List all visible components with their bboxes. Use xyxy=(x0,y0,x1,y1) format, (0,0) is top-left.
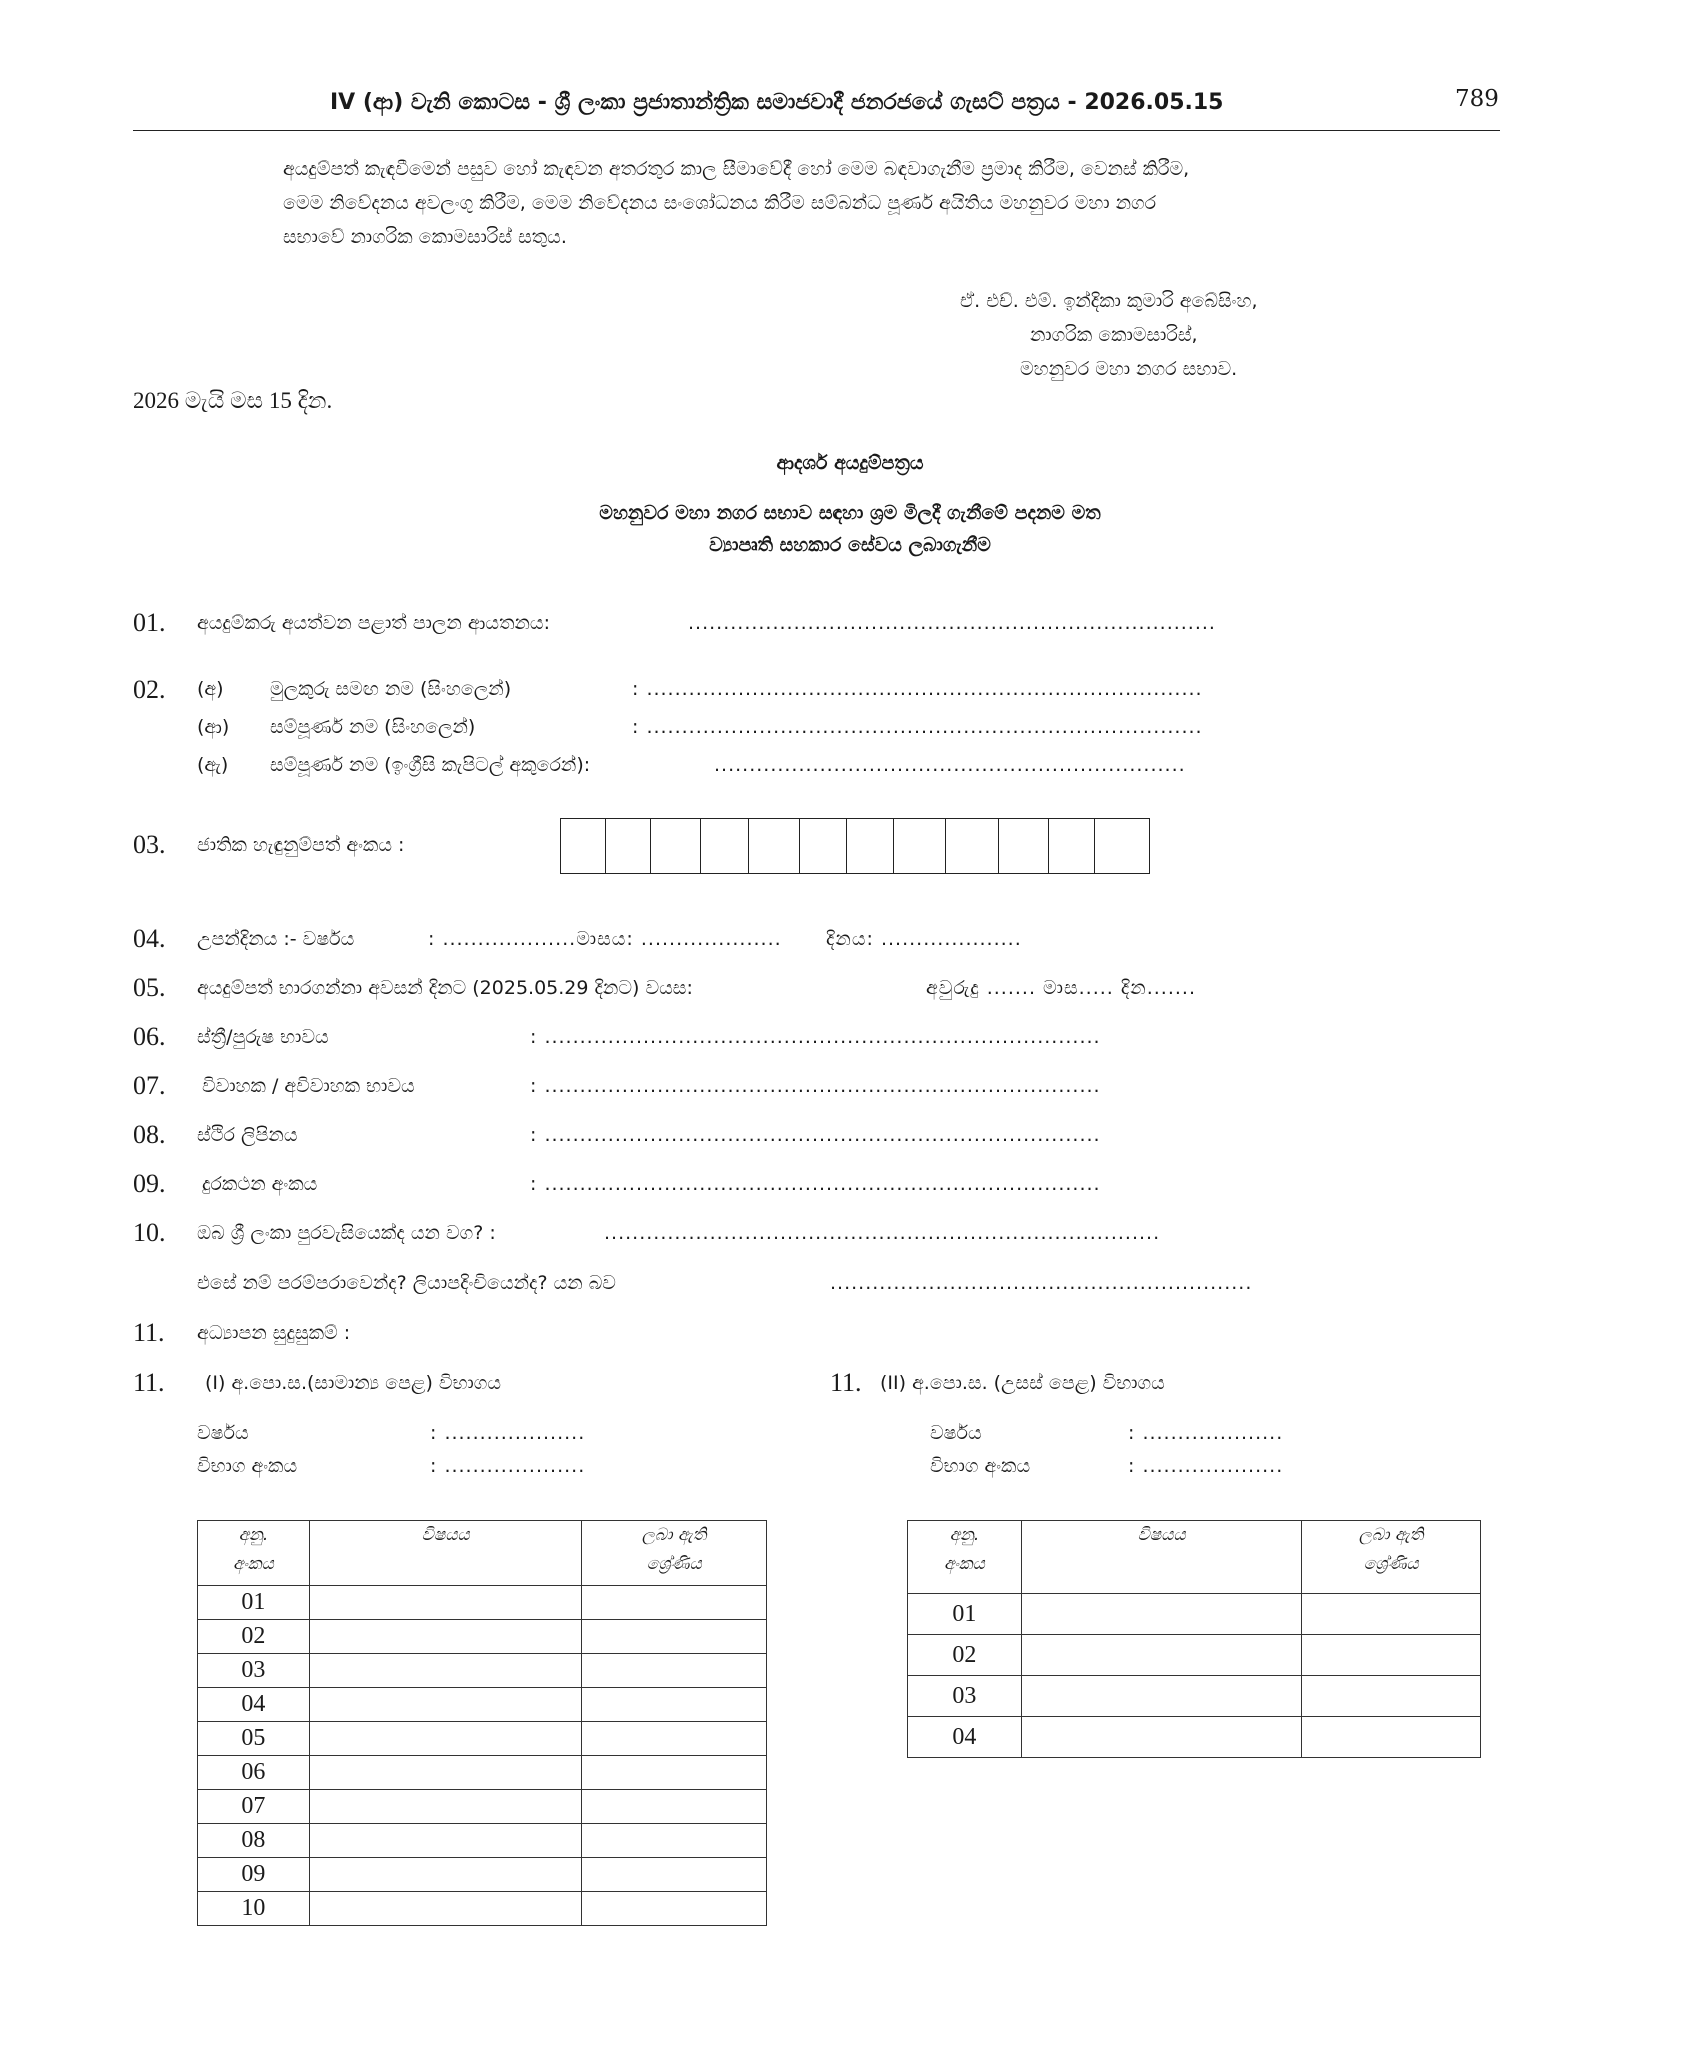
table-row xyxy=(198,1790,767,1824)
subject-cell[interactable] xyxy=(309,1586,581,1620)
row-serial: 04 xyxy=(908,1717,1022,1758)
item-02ae-field[interactable]: ................................................................... xyxy=(714,754,1186,776)
item-02aa-mark: (ආ) xyxy=(197,716,230,738)
al-number: 11. xyxy=(830,1368,862,1397)
header-divider xyxy=(133,130,1500,131)
ol-index-label: විභාග අංකය xyxy=(197,1455,298,1477)
table-row xyxy=(908,1594,1481,1635)
item-10-sub-field[interactable]: ............................................................ xyxy=(830,1272,1253,1294)
item-09-number: 09. xyxy=(133,1169,166,1198)
form-heading: ආදර්ශ අයදුම්පත්‍රය xyxy=(776,452,924,474)
al-index-field[interactable]: : .................... xyxy=(1128,1455,1284,1477)
grade-cell[interactable] xyxy=(582,1790,767,1824)
intro-line-3: සභාවේ නාගරික කොමසාරිස් සතුය. xyxy=(283,226,567,248)
nic-digit-box[interactable] xyxy=(847,819,894,873)
al-year-field[interactable]: : .................... xyxy=(1128,1422,1284,1444)
item-06-field[interactable]: : ............................................................................... xyxy=(530,1026,1101,1048)
subject-cell[interactable] xyxy=(309,1756,581,1790)
intro-line-1: අයදුම්පත් කැඳවීමෙන් පසුව හෝ කැඳවන අතරතුර කාල සීමාවේදී හෝ මෙම බඳවාගැනීම ප්‍රමාද කිරීම, වෙනස් කිරීම, xyxy=(283,158,1190,180)
ol-results-table xyxy=(197,1520,767,1926)
ol-number: 11. xyxy=(133,1368,165,1397)
table-row xyxy=(198,1620,767,1654)
table-row xyxy=(908,1635,1481,1676)
row-serial: 03 xyxy=(198,1654,310,1688)
ol-index-field[interactable]: : .................... xyxy=(430,1455,586,1477)
item-07-number: 07. xyxy=(133,1071,166,1100)
nic-digit-box[interactable] xyxy=(1049,819,1095,873)
item-02ae-mark: (ඇ) xyxy=(197,754,229,776)
al-title: (II) අ.පො.ස. (උසස් පෙළ) විභාගය xyxy=(880,1372,1165,1394)
item-01-number: 01. xyxy=(133,608,166,637)
item-03-number: 03. xyxy=(133,830,166,859)
signatory-name: ඒ. එච්. එම්. ඉන්දිකා කුමාරි අබේසිංහ, xyxy=(960,290,1258,312)
subject-cell[interactable] xyxy=(1021,1676,1301,1717)
item-10-label: ඔබ ශ්‍රී ලංකා පුරවැසියෙක්ද යන වග? : xyxy=(197,1222,496,1244)
subject-cell[interactable] xyxy=(309,1722,581,1756)
nic-digit-box[interactable] xyxy=(894,819,946,873)
subject-cell[interactable] xyxy=(309,1824,581,1858)
signatory-office: මහනුවර මහා නගර සභාව. xyxy=(1020,358,1238,380)
item-07-field[interactable]: : ............................................................................... xyxy=(530,1075,1101,1097)
subject-cell[interactable] xyxy=(309,1858,581,1892)
item-02a-field[interactable]: : ............................................................................... xyxy=(632,678,1203,700)
item-06-label: ස්ත්‍රී/පුරුෂ භාවය xyxy=(197,1026,329,1048)
nic-digit-box[interactable] xyxy=(1095,819,1150,873)
subject-cell[interactable] xyxy=(1021,1717,1301,1758)
intro-line-2: මෙම නිවේදනය අවලංගු කිරීම, මෙම නිවේදනය සංශෝධනය කිරීම සම්බන්ධ පූර්ණ අයිතිය මහනුවර මහා නගර xyxy=(283,192,1157,214)
item-02-number: 02. xyxy=(133,675,166,704)
table-row xyxy=(198,1722,767,1756)
item-01-label: අයදුම්කරු අයත්වන පළාත් පාලන ආයතනය: xyxy=(197,612,550,634)
ol-year-field[interactable]: : .................... xyxy=(430,1422,586,1444)
nic-digit-box[interactable] xyxy=(946,819,999,873)
grade-cell[interactable] xyxy=(1302,1635,1481,1676)
grade-cell[interactable] xyxy=(582,1756,767,1790)
row-serial: 10 xyxy=(198,1892,310,1926)
row-serial: 06 xyxy=(198,1756,310,1790)
subject-cell[interactable] xyxy=(1021,1594,1301,1635)
table-header-grade: ලබා ඇති ශ්‍රේණිය xyxy=(582,1521,767,1586)
grade-cell[interactable] xyxy=(582,1620,767,1654)
nic-digit-box[interactable] xyxy=(999,819,1049,873)
gazette-header-title: IV (ආ) වැනි කොටස - ශ්‍රී ලංකා ප්‍රජාතාන්ත්‍රික සමාජවාදී ජනරජයේ ගැසට් පත්‍රය - 2026.05.15 xyxy=(330,90,1224,115)
grade-cell[interactable] xyxy=(582,1722,767,1756)
table-row xyxy=(198,1688,767,1722)
table-row xyxy=(908,1676,1481,1717)
item-08-field[interactable]: : ............................................................................... xyxy=(530,1124,1101,1146)
ol-year-label: වර්ෂය xyxy=(197,1422,249,1444)
table-header-serial: අනු. අංකය xyxy=(908,1521,1022,1594)
subject-cell[interactable] xyxy=(309,1688,581,1722)
table-row xyxy=(198,1586,767,1620)
nic-digit-box[interactable] xyxy=(749,819,800,873)
item-11-number: 11. xyxy=(133,1318,165,1347)
item-06-number: 06. xyxy=(133,1022,166,1051)
row-serial: 04 xyxy=(198,1688,310,1722)
item-02a-label: මුලකුරු සමඟ නම (සිංහලෙන්) xyxy=(270,678,512,700)
table-row xyxy=(198,1824,767,1858)
nic-digit-box[interactable] xyxy=(606,819,651,873)
subject-cell[interactable] xyxy=(309,1790,581,1824)
grade-cell[interactable] xyxy=(1302,1594,1481,1635)
subject-cell[interactable] xyxy=(309,1620,581,1654)
table-header-subject: විෂයය xyxy=(1021,1521,1301,1594)
item-05-label: අයදුම්පත් භාරගන්නා අවසන් දිනට (2025.05.29 දිනට) වයස: xyxy=(197,977,693,999)
item-09-label: දුරකථන අංකය xyxy=(202,1173,318,1195)
item-05-number: 05. xyxy=(133,973,166,1002)
row-serial: 08 xyxy=(198,1824,310,1858)
item-10-field[interactable]: ............................................................................... xyxy=(604,1222,1161,1244)
item-08-label: ස්ථිර ලිපිනය xyxy=(197,1124,298,1146)
page-number: 789 xyxy=(1455,86,1499,112)
nic-digit-box[interactable] xyxy=(800,819,847,873)
table-row xyxy=(198,1654,767,1688)
grade-cell[interactable] xyxy=(582,1586,767,1620)
nic-digit-box[interactable] xyxy=(651,819,701,873)
table-header-serial: අනු. අංකය xyxy=(198,1521,310,1586)
subject-cell[interactable] xyxy=(1021,1635,1301,1676)
nic-digit-box[interactable] xyxy=(561,819,606,873)
item-02a-mark: (අ) xyxy=(197,678,224,700)
table-row xyxy=(198,1756,767,1790)
item-04-label: උපන්දිනය :- වර්ෂය xyxy=(197,928,355,950)
form-subtitle-1: මහනුවර මහා නගර සභාව සඳහා ශ්‍රම මිලදී ගැනීමේ පදනම මත xyxy=(599,502,1101,524)
table-header-subject: විෂයය xyxy=(309,1521,581,1586)
item-04-day-field[interactable]: දිනය: .................... xyxy=(826,928,1022,950)
row-serial: 03 xyxy=(908,1676,1022,1717)
row-serial: 02 xyxy=(198,1620,310,1654)
row-serial: 02 xyxy=(908,1635,1022,1676)
signatory-title: නාගරික කොමසාරිස්, xyxy=(1030,324,1198,346)
grade-cell[interactable] xyxy=(1302,1676,1481,1717)
item-04-year-month-field[interactable]: : ...................මාසය: .................... xyxy=(428,928,782,950)
grade-cell[interactable] xyxy=(582,1688,767,1722)
item-05-age-field[interactable]: අවුරුදු ....... මාස..... දින....... xyxy=(926,977,1196,999)
item-10-sub-label: එසේ නම් පරම්පරාවෙන්ද? ලියාපදිංචියෙන්ද? යන බව xyxy=(197,1272,616,1294)
table-header-grade: ලබා ඇති ශ්‍රේණිය xyxy=(1302,1521,1481,1594)
row-serial: 05 xyxy=(198,1722,310,1756)
item-01-field[interactable]: ........................................................................... xyxy=(688,612,1216,634)
grade-cell[interactable] xyxy=(582,1654,767,1688)
item-09-field[interactable]: : ............................................................................... xyxy=(530,1173,1101,1195)
grade-cell[interactable] xyxy=(582,1824,767,1858)
table-row xyxy=(908,1717,1481,1758)
ol-title: (I) අ.පො.ස.(සාමාන්‍ය පෙළ) විභාගය xyxy=(205,1372,502,1394)
grade-cell[interactable] xyxy=(582,1858,767,1892)
form-subtitle-2: ව්‍යාපෘති සහකාර සේවය ලබාගැනීම xyxy=(709,534,991,556)
grade-cell[interactable] xyxy=(582,1892,767,1926)
item-02aa-label: සම්පූර්ණ නම (සිංහලෙන්) xyxy=(270,716,476,738)
table-row xyxy=(198,1892,767,1926)
item-02aa-field[interactable]: : ............................................................................... xyxy=(632,716,1203,738)
al-results-table xyxy=(907,1520,1481,1758)
item-07-label: විවාහක / අවිවාහක භාවය xyxy=(202,1075,415,1097)
item-04-number: 04. xyxy=(133,924,166,953)
nic-number-boxes[interactable] xyxy=(560,818,1150,874)
row-serial: 01 xyxy=(908,1594,1022,1635)
nic-digit-box[interactable] xyxy=(701,819,749,873)
item-11-label: අධ්‍යාපන සුදුසුකම් : xyxy=(197,1322,351,1344)
row-serial: 01 xyxy=(198,1586,310,1620)
al-index-label: විභාග අංකය xyxy=(930,1455,1031,1477)
item-02ae-label: සම්පූර්ණ නම (ඉංග්‍රීසි කැපිටල් අකුරෙන්): xyxy=(270,754,591,776)
item-03-label: ජාතික හැඳුනුම්පත් අංකය : xyxy=(197,834,405,856)
item-08-number: 08. xyxy=(133,1120,166,1149)
item-10-number: 10. xyxy=(133,1218,166,1247)
al-year-label: වර්ෂය xyxy=(930,1422,982,1444)
subject-cell[interactable] xyxy=(309,1892,581,1926)
issue-date: 2026 මැයි මස 15 දින. xyxy=(133,388,333,413)
table-row xyxy=(198,1858,767,1892)
row-serial: 09 xyxy=(198,1858,310,1892)
row-serial: 07 xyxy=(198,1790,310,1824)
grade-cell[interactable] xyxy=(1302,1717,1481,1758)
subject-cell[interactable] xyxy=(309,1654,581,1688)
